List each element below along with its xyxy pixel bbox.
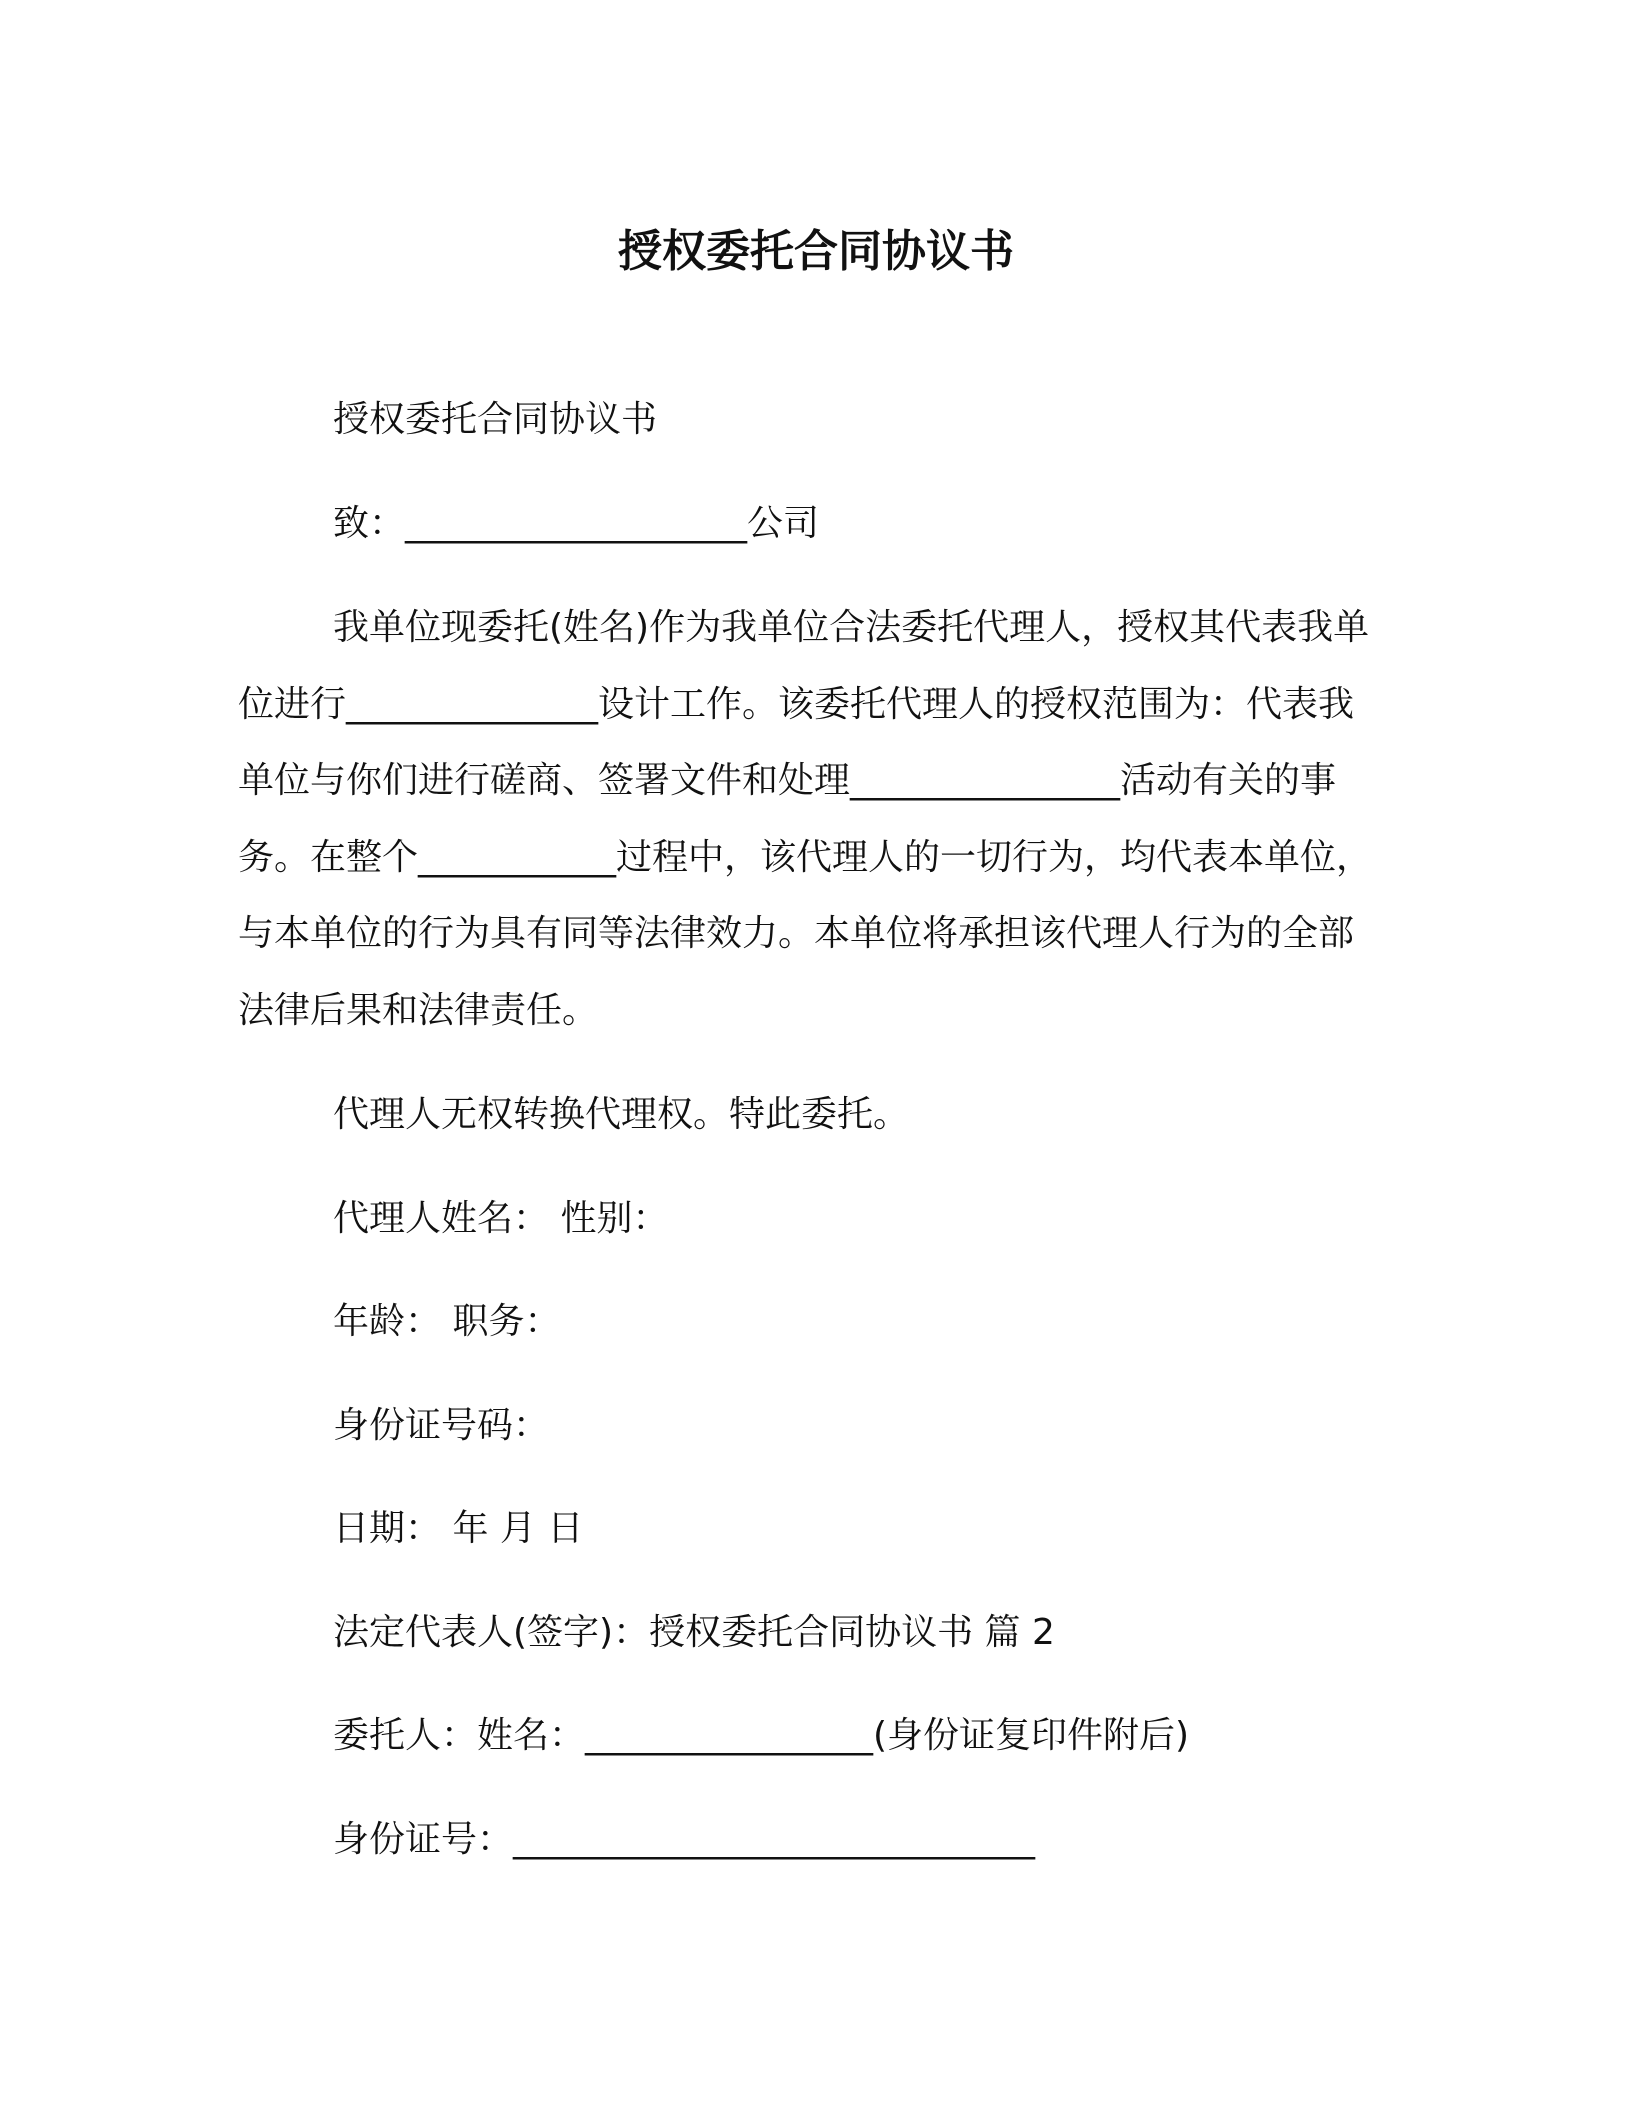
authorization-paragraph: 我单位现委托(姓名)作为我单位合法委托代理人，授权其代表我单位进行______________设计工作。该委托代理人的授权范围为：代表我单位与你们进行磋商、签署文件和处理_______________活动有关的事务。在整个___________过程中，该代理人的一切行为，均代表本单位，与本单位的行为具有同等法律效力。本单位将承担该代理人行为的全部法律后果和法律责任。 xyxy=(238,607,1373,1031)
principal-name-field: 委托人：姓名：________________(身份证复印件附后) xyxy=(333,1715,1190,1756)
age-position-field: 年龄： 职务： xyxy=(333,1301,561,1342)
id-number-field: 身份证号码： xyxy=(333,1405,550,1446)
document-title: 授权委托合同协议书 xyxy=(618,226,1014,277)
agent-name-gender-field: 代理人姓名： 性别： xyxy=(333,1198,669,1239)
addressee-line: 致：___________________公司 xyxy=(333,503,820,544)
legal-representative-signature: 法定代表人(签字)：授权委托合同协议书 篇 2 xyxy=(333,1612,1055,1653)
document-subtitle: 授权委托合同协议书 xyxy=(333,399,658,440)
id-no-field: 身份证号：_____________________________ xyxy=(333,1819,1036,1860)
date-field: 日期： 年 月 日 xyxy=(333,1508,584,1549)
no-transfer-statement: 代理人无权转换代理权。特此委托。 xyxy=(333,1094,910,1135)
